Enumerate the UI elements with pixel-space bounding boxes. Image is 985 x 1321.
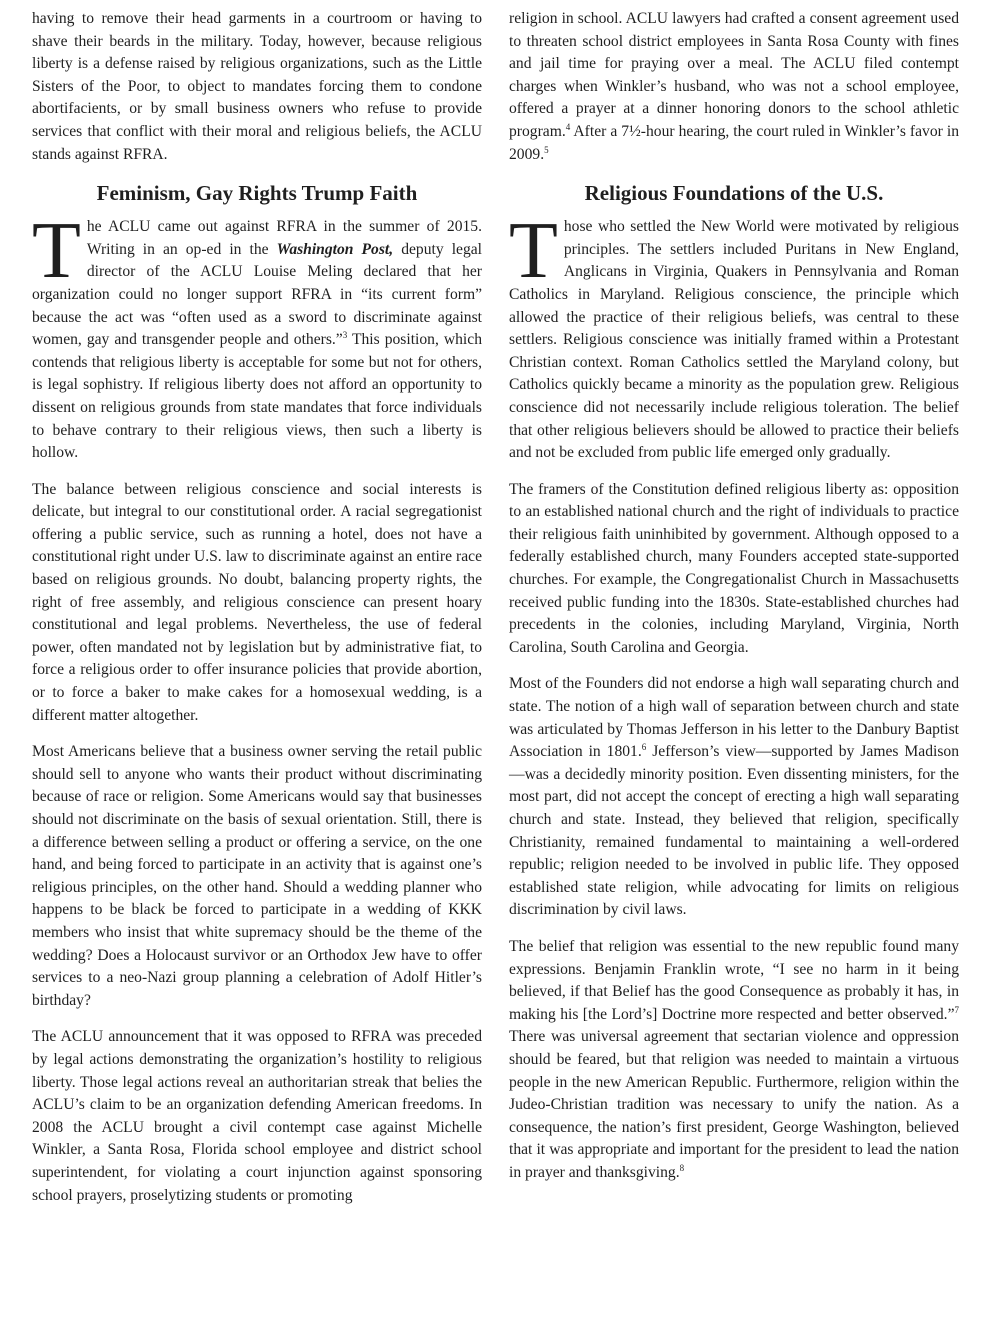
- text-run: deputy legal director of the ACLU Louise Meling declared that her organization could no longer support RFRA in “its current form” because the act was “often used as a sword to discriminate against women, gay and transgender people and others.”: [32, 240, 482, 349]
- right-column: [509, 8, 959, 1199]
- foundations-paragraph-3: [509, 673, 959, 922]
- right-intro-paragraph: [509, 8, 959, 166]
- section-heading-feminism: Feminism, Gay Rights Trump Faith: [96, 181, 418, 206]
- text-run: hose who settled the New World were motivated by religious principles. The settlers included Puritans in New England, Anglicans in Virginia, Quakers in Pennsylvania and Roman Catholics in Maryland. Religious conscience, the principle which allowed the practice of their religious beliefs, was central to these settlers. Religious conscience was initially framed within a Protestant Christian context. Roman Catholics settled the Maryland colony, but Catholics quickly became a minority as the population grew. Religious conscience did not necessarily include religious toleration. The belief that other religious believers should be allowed to practice their beliefs and not be excluded from public life emerged only gradually.: [509, 218, 959, 462]
- foundations-paragraph-4: [509, 936, 959, 1185]
- section-heading-religious-foundations: Religious Foundations of the U.S.: [584, 181, 884, 206]
- text-run: Jefferson’s view—supported by James Madison—was a decidedly minority position. Even dissenting ministers, for the most part, did not accept the concept of erecting a high wall separating church and state. Instead, they believed that religion, specifically Christianity, remained fundamental to maintaining a well-ordered republic; religion needed to be involved in public life. They opposed established state religion, while advocating for limits on religious discrimination by civil laws.: [509, 743, 959, 919]
- text-run: religion in school. ACLU lawyers had crafted a consent agreement used to threaten school district employees in Santa Rosa County with fines and jail time for praying over a meal. The ACLU filed contempt charges when Winkler’s husband, who was not a school employee, offered a prayer at a dinner honoring donors to the school athletic program.: [509, 10, 959, 140]
- feminism-paragraph-3: Most Americans believe that a business owner serving the retail public should sell to anyone who wants their product without discriminating because of race or religion. Some Americans would say that businesses should not discriminate on the basis of sexual orientation. Still, there is a difference between selling a product or offering a service, on the one hand, and being forced to participate in an activity that is against one’s religious principles, on the other hand. Should a wedding planner who happens to be black be forced to participate in a wedding of KKK members who insist that white supremacy should be the theme of the wedding? Does a Holocaust survivor or an Orthodox Jew have to offer services to a neo-Nazi group planning a celebration of Adolf Hitler’s birthday?: [32, 743, 482, 1009]
- feminism-paragraph-1: [32, 207, 482, 465]
- footnote-marker: 3: [342, 329, 348, 340]
- footnote-marker: 5: [544, 144, 549, 155]
- text-run: This position, which contends that religious liberty is acceptable for some but not for others, is legal sophistry. If religious liberty does not afford an opportunity to dissent on religious grounds from state mandates that force individuals to behave contrary to their religious views, then such a liberty is hollow.: [32, 331, 482, 462]
- footnote-marker: 7: [954, 1004, 959, 1015]
- text-run: Most of the Founders did not endorse a high wall separating church and state. The notion of a high wall of separation between church and state was articulated by Thomas Jefferson in his letter to the Danbury Baptist Association in 1801.: [509, 675, 959, 761]
- text-run: he ACLU came out against RFRA in the summer of 2015. Writing in an op-ed in the: [86, 218, 482, 258]
- feminism-paragraph-2: The balance between religious conscience and social interests is delicate, but integral to our constitutional order. A racial segregationist offering a public service, such as running a hotel, does not have a constitutional right under U.S. law to discriminate against an entire race based on religious grounds. No doubt, balancing property rights, the right of free assembly, and religious conscience can present hoary constitutional and legal problems. Nevertheless, the use of federal power, often mandated not by legislation but by administrative fiat, to force a religious order to offer insurance policies that provide abortion, or to force a baker to make cakes for a homosexual wedding, is a different matter altogether.: [32, 480, 482, 724]
- text-run: The belief that religion was essential to the new republic found many expressions. Benjamin Franklin wrote, “I see no harm in it being believed, if that Belief has the good Consequence as probably it has, in making his [the Lord’s] Doctrine more respected and better observed.”: [509, 937, 959, 1023]
- drop-cap: T: [509, 207, 558, 296]
- feminism-paragraph-4: The ACLU announcement that it was opposed to RFRA was preceded by legal actions demonstrating the organization’s hostility to religious liberty. Those legal actions reveal an authoritarian streak that belies the ACLU’s claim to be an organization defending American freedoms. In 2008 the ACLU brought a civil contempt case against Michelle Winkler, a Santa Rosa, Florida school employee and district school superintendent, for violating a court injunction against sponsoring school prayers, proselytizing students or promoting: [32, 1028, 482, 1204]
- footnote-marker: 8: [679, 1162, 685, 1173]
- footnote-marker: 6: [641, 742, 647, 753]
- left-column: [32, 8, 482, 1221]
- foundations-paragraph-2: The framers of the Constitution defined religious liberty as: opposition to an established national church and the right of individuals to practice their religious faith uninhibited by government. Although opposed to a federally established church, many Founders accepted state-supported churches. For example, the Congregationalist Church in Massachusetts received public funding into the 1830s. State-established churches had precedents in the colonies, including Maryland, Virginia, North Carolina, South Carolina and Georgia.: [509, 480, 959, 656]
- foundations-paragraph-1: [509, 207, 959, 465]
- publication-name: Washington Post,: [276, 240, 394, 258]
- text-run: There was universal agreement that sectarian violence and oppression should be feared, but that religion was needed to maintain a virtuous people in the new American Republic. Furthermore, religion within the Judeo-Christian tradition was necessary to unify the nation. As a consequence, the nation’s first president, George Washington, believed that it was appropriate and important for the president to lead the nation in prayer and thanksgiving.: [509, 1028, 959, 1181]
- drop-cap: T: [32, 207, 81, 296]
- left-intro-paragraph: having to remove their head garments in a courtroom or having to shave their beards in the military. Today, however, because religious liberty is a defense raised by religious organizations, such as the Little Sisters of the Poor, to object to mandates forcing them to condone abortifacients, or by small business owners who refuse to provide services that conflict with their moral and religious beliefs, the ACLU stands against RFRA.: [32, 10, 482, 163]
- text-run: After a 7½-hour hearing, the court ruled in Winkler’s favor in 2009.: [509, 122, 959, 163]
- footnote-marker: 4: [565, 121, 571, 132]
